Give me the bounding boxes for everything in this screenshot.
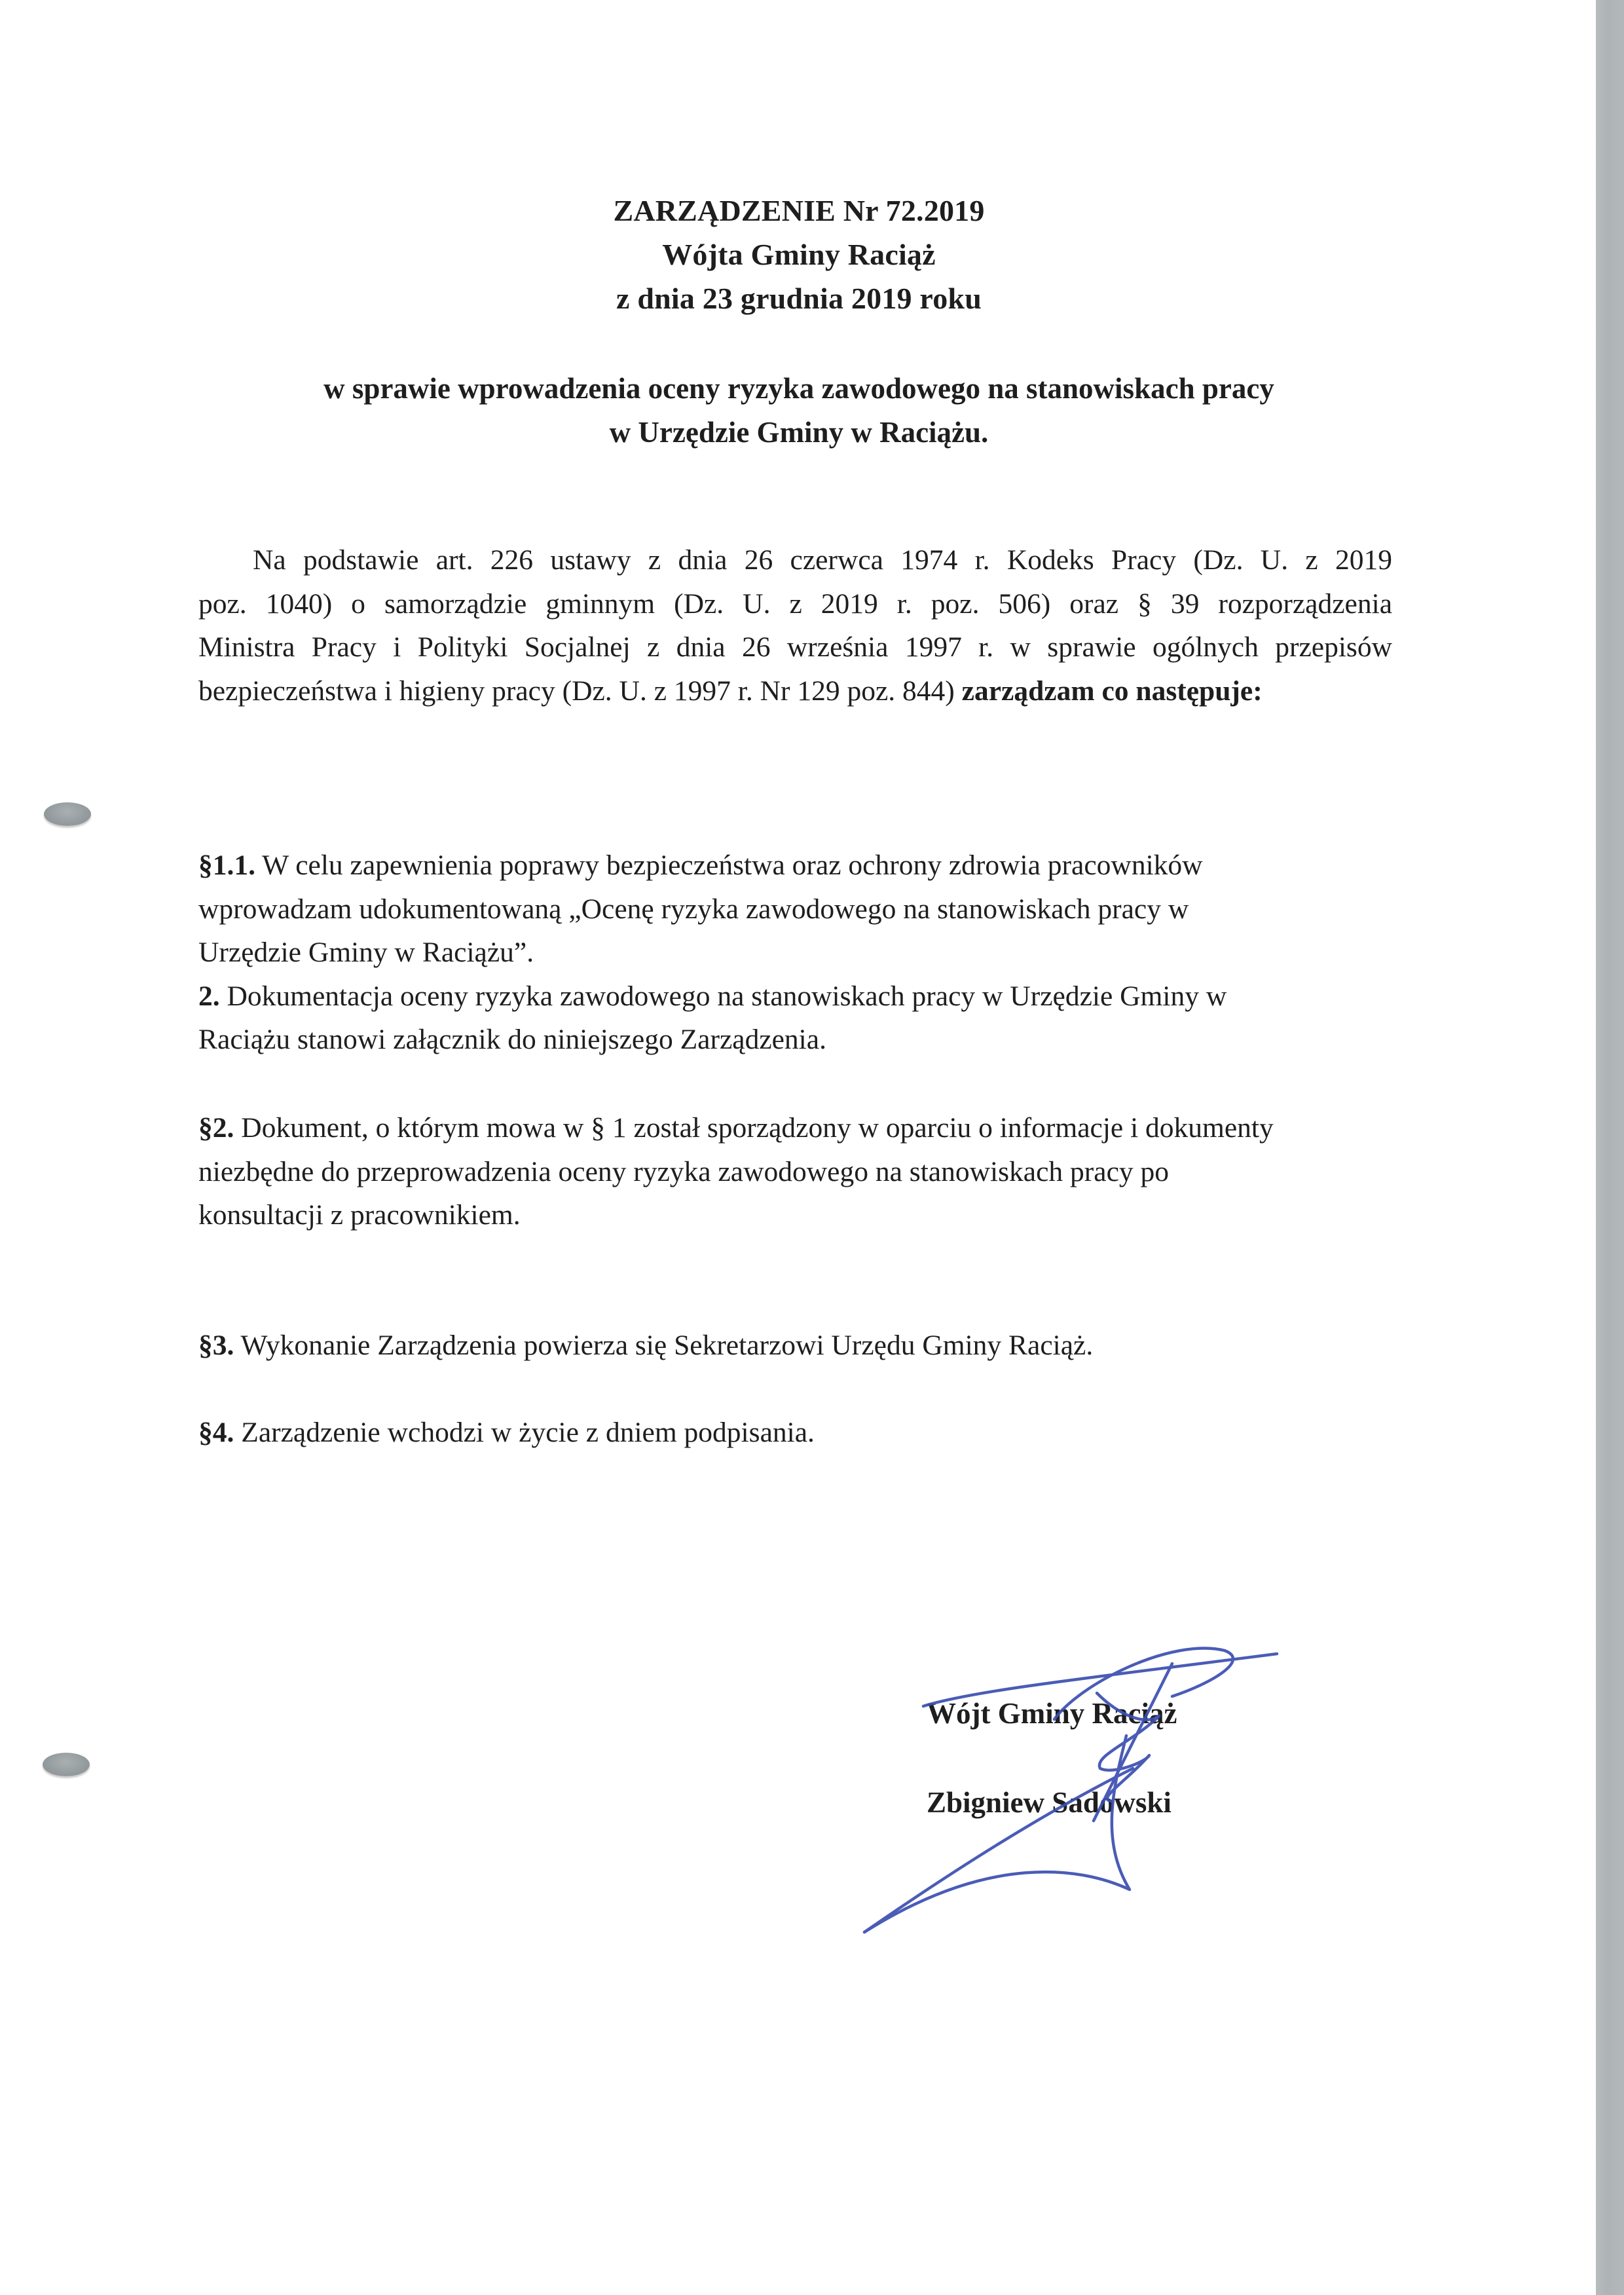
section-1-line: Urzędzie Gminy w Raciążu”. [198,937,534,968]
preamble-line [198,669,1392,713]
enacting-clause: zarządzam co następuje: [961,675,1263,707]
section-1 [198,844,1443,1062]
section-4 [198,1411,1443,1455]
section-1-point-2 [198,975,1443,1018]
preamble-paragraph [198,538,1392,713]
section-2-line: niezbędne do przeprowadzenia oceny ryzyka zawodowego na stanowiskach pracy po [198,1155,1169,1187]
preamble-line: poz. 1040) o samorządzie gminnym (Dz. U. z 2019 r. poz. 506) oraz § 39 rozporządzenia [198,588,1392,620]
preamble-text: bezpieczeństwa i higieny pracy (Dz. U. z 1997 r. Nr 129 poz. 844) [198,675,962,707]
preamble-line: Na podstawie art. 226 ustawy z dnia 26 czerwca 1974 r. Kodeks Pracy (Dz. U. z 2019 [253,544,1392,576]
section-1-line: wprowadzam udokumentowaną „Ocenę ryzyka zawodowego na stanowiskach pracy w [198,893,1189,925]
section-label: §3. [198,1330,234,1361]
section-2 [198,1106,1443,1237]
section-text: Dokument, o którym mowa w § 1 został sporządzony w oparciu o informacje i dokumenty [234,1112,1274,1144]
point-label: 2. [198,980,220,1012]
document-subject [0,367,1598,455]
section-text: Zarządzenie wchodzi w życie z dniem podpisania. [234,1417,815,1448]
punch-hole [43,1753,90,1776]
subject-line: w sprawie wprowadzenia oceny ryzyka zawodowego na stanowiskach pracy [323,372,1274,405]
signatory-position: Wójt Gminy Raciąż [927,1697,1177,1730]
section-1-line [198,844,1443,887]
section-label: §1.1. [198,849,255,881]
section-text: Wykonanie Zarządzenia powierza się Sekretarzowi Urzędu Gminy Raciąż. [234,1330,1094,1361]
title-line-issuer: Wójta Gminy Raciąż [662,238,936,271]
subject-line: w Urzędzie Gminy w Raciążu. [609,416,989,449]
section-1-line: Raciążu stanowi załącznik do niniejszego Zarządzenia. [198,1024,826,1055]
section-label: §4. [198,1417,234,1448]
signature-block [927,1669,1177,1847]
section-2-line: konsultacji z pracownikiem. [198,1199,521,1231]
section-2-line [198,1106,1443,1150]
section-text: W celu zapewnienia poprawy bezpieczeństwa oraz ochrony zdrowia pracowników [255,849,1203,881]
point-text: Dokumentacja oceny ryzyka zawodowego na stanowiskach pracy w Urzędzie Gminy w [219,980,1227,1012]
signatory-name: Zbigniew Sadowski [927,1786,1172,1819]
scan-edge [1596,0,1624,2295]
punch-hole [44,802,91,826]
document-title [0,189,1598,320]
title-line-date: z dnia 23 grudnia 2019 roku [616,282,982,315]
title-line-ordinance-number: ZARZĄDZENIE Nr 72.2019 [613,194,985,227]
section-3 [198,1324,1443,1368]
preamble-line: Ministra Pracy i Polityki Socjalnej z dnia 26 września 1997 r. w sprawie ogólnych przepisów [198,631,1392,663]
section-label: §2. [198,1112,234,1144]
